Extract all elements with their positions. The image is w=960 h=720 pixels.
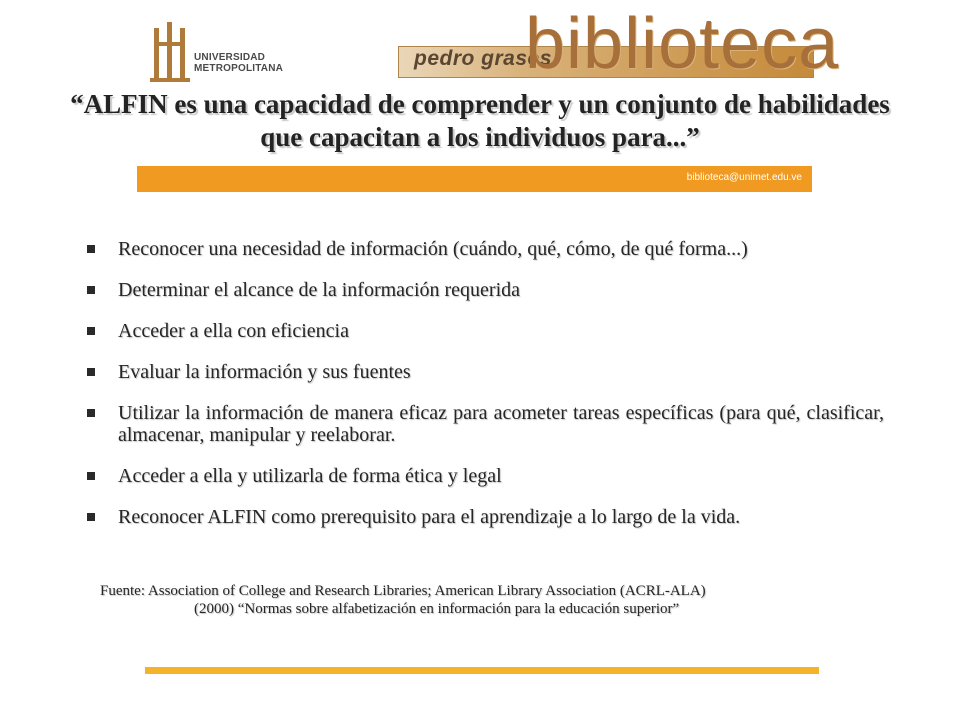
library-name: biblioteca bbox=[525, 4, 840, 84]
bullet-item bbox=[82, 506, 884, 528]
square-bullet-icon bbox=[87, 327, 95, 335]
university-name bbox=[194, 52, 283, 74]
university-logo bbox=[148, 22, 284, 84]
square-bullet-icon bbox=[87, 286, 95, 294]
source-line2: (2000) “Normas sobre alfabetización en información para la educación superior” bbox=[194, 601, 680, 617]
bullet-item bbox=[82, 402, 884, 446]
square-bullet-icon bbox=[87, 409, 95, 417]
email-bar bbox=[137, 166, 812, 192]
source-citation bbox=[100, 582, 860, 618]
square-bullet-icon bbox=[87, 513, 95, 521]
library-email: biblioteca@unimet.edu.ve bbox=[686, 172, 802, 183]
university-name-line1: UNIVERSIDAD bbox=[194, 52, 266, 63]
source-line1: Fuente: Association of College and Research Libraries; American Library Association (ACRL-ALA) bbox=[100, 583, 706, 599]
square-bullet-icon bbox=[87, 245, 95, 253]
bullet-item bbox=[82, 361, 884, 383]
bullet-item bbox=[82, 465, 884, 487]
library-prefix: pedro grases bbox=[414, 47, 552, 70]
bullet-text: Acceder a ella con eficiencia bbox=[118, 320, 349, 342]
bullet-text: Acceder a ella y utilizarla de forma ética y legal bbox=[118, 465, 502, 487]
bullet-text: Reconocer una necesidad de información (cuándo, qué, cómo, de qué forma...) bbox=[118, 238, 748, 260]
bullet-item bbox=[82, 238, 884, 260]
bullet-text: Reconocer ALFIN como prerequisito para el aprendizaje a lo largo de la vida. bbox=[118, 506, 741, 528]
square-bullet-icon bbox=[87, 368, 95, 376]
bullet-item bbox=[82, 320, 884, 342]
university-name-line2: METROPOLITANA bbox=[194, 63, 284, 74]
slide-title: “ALFIN es una capacidad de comprender y un conjunto de habilidades que capacitan a los individuos para...” bbox=[70, 89, 890, 152]
bullet-text: Evaluar la información y sus fuentes bbox=[118, 361, 411, 383]
bullet-list bbox=[82, 238, 884, 547]
bullet-item bbox=[82, 279, 884, 301]
square-bullet-icon bbox=[87, 472, 95, 480]
university-emblem-icon bbox=[148, 22, 192, 84]
bullet-text: Utilizar la información de manera eficaz para acometer tareas específicas (para qué, clasificar, almacenar, manipular y reelaborar. bbox=[118, 402, 884, 446]
bottom-divider bbox=[145, 667, 819, 674]
bullet-text: Determinar el alcance de la información requerida bbox=[118, 279, 521, 301]
